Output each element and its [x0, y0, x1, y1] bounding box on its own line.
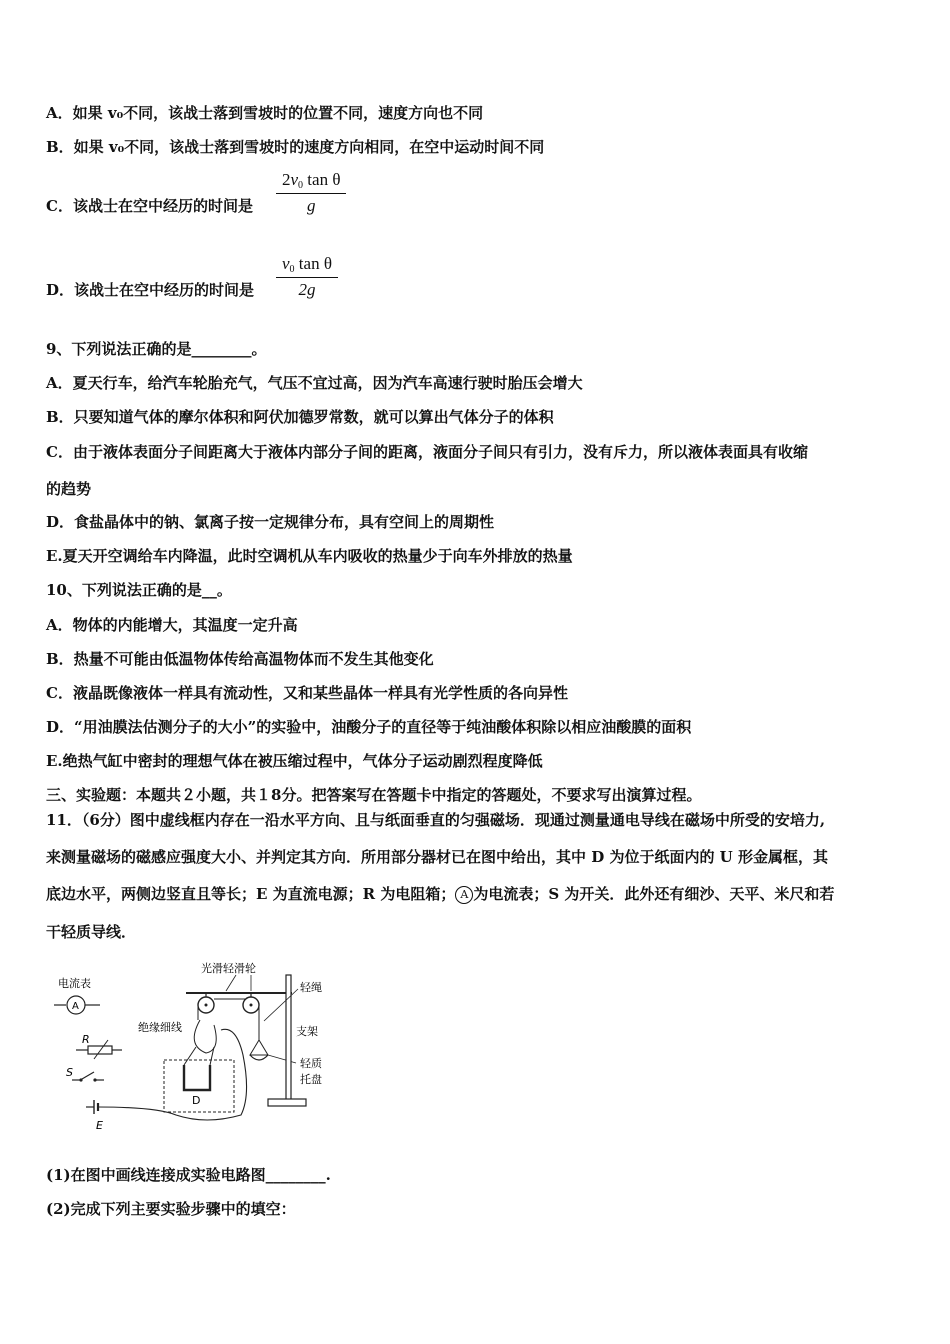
formula-denominator: g: [306, 196, 316, 215]
q8-option-c-formula: [276, 170, 346, 216]
formula-rest: tan θ: [303, 170, 341, 189]
q9-option-c: C．由于液体表面分子间距离大于液体内部分子间的距离，液面分子间只有引力，没有斥力，所以液体表面具有收缩: [46, 443, 808, 461]
tray-icon: [250, 1040, 268, 1055]
ammeter-figure-symbol: A: [72, 1001, 79, 1012]
tray-label-2: 托盘: [300, 1073, 322, 1086]
q8-option-d-formula: [276, 254, 338, 300]
q9-stem: 9、下列说法正确的是________。: [46, 340, 267, 358]
q9-option-d: D．食盐晶体中的钠、氯离子按一定规律分布，具有空间上的周期性: [46, 513, 495, 531]
resistor-box-icon: [88, 1046, 112, 1054]
q9-option-c-cont: 的趋势: [46, 480, 92, 498]
formula-sub: 0: [298, 180, 304, 191]
tray-label-1: 轻质: [300, 1057, 322, 1070]
q10-option-b: B．热量不可能由低温物体传给高温物体而不发生其他变化: [46, 650, 434, 668]
q10-stem: 10、下列说法正确的是__。: [46, 581, 232, 599]
stand-base-icon: [268, 1099, 306, 1106]
q10-option-e: E.绝热气缸中密封的理想气体在被压缩过程中，气体分子运动剧烈程度降低: [46, 752, 543, 770]
stand-pole-icon: [286, 975, 291, 1101]
formula-coefficient: 2: [282, 170, 291, 189]
q9-option-e: E.夏天开空调给车内降温，此时空调机从车内吸收的热量少于向车外排放的热量: [46, 547, 573, 565]
q9-option-a: A．夏天行车，给汽车轮胎充气，气压不宜过高，因为汽车高速行驶时胎压会增大: [46, 374, 583, 392]
battery-label: E: [96, 1119, 103, 1132]
switch-label: S: [66, 1066, 73, 1079]
q11-line-3b: 为电流表；S 为开关．此外还有细沙、天平、米尺和若: [473, 885, 835, 903]
q11-line-4: 干轻质导线．: [46, 923, 137, 941]
q10-option-d: D．“用油膜法估测分子的大小”的实验中，油酸分子的直径等于纯油酸体积除以相应油酸膜的面积: [46, 718, 692, 736]
experiment-figure: [46, 955, 346, 1140]
rope-label: 轻绳: [300, 981, 322, 994]
section-3-heading: 三、实验题：本题共２小题，共１8分。把答案写在答题卡中指定的答题处，不要求写出演算过程。: [46, 786, 702, 804]
insulated-thread-label: 绝缘细线: [138, 1021, 182, 1034]
stand-label: 支架: [296, 1025, 318, 1038]
q11-line-3: [46, 884, 834, 904]
u-frame-icon: [184, 1065, 210, 1090]
q10-option-c: C．液晶既像液体一样具有流动性，又和某些晶体一样具有光学性质的各向异性: [46, 684, 568, 702]
formula-var: v: [282, 254, 290, 273]
q9-option-b: B．只要知道气体的摩尔体积和阿伏加德罗常数，就可以算出气体分子的体积: [46, 408, 554, 426]
ammeter-symbol-icon: A: [455, 886, 473, 904]
resistor-label: R: [82, 1033, 90, 1046]
q8-option-b: B．如果 v₀不同，该战士落到雪坡时的速度方向相同，在空中运动时间不同: [46, 138, 545, 156]
q11-sub-question-2: (2)完成下列主要实验步骤中的填空：: [46, 1200, 296, 1218]
q8-option-d: D．该战士在空中经历的时间是: [46, 281, 255, 299]
q8-option-a: A．如果 v₀不同，该战士落到雪坡时的位置不同，速度方向也不同: [46, 104, 484, 122]
formula-rest: tan θ: [294, 254, 332, 273]
q11-sub-question-1: (1)在图中画线连接成实验电路图________.: [46, 1166, 331, 1184]
q8-option-c: C．该战士在空中经历的时间是: [46, 197, 253, 215]
q10-option-a: A．物体的内能增大，其温度一定升高: [46, 616, 298, 634]
q11-line-1: 11．（6分）图中虚线框内存在一沿水平方向、且与纸面垂直的匀强磁场．现通过测量通电导线在磁场中所受的安培力,: [46, 811, 826, 829]
formula-var: v: [290, 170, 299, 189]
frame-label: D: [192, 1094, 201, 1107]
q11-line-3a: 底边水平，两侧边竖直且等长；E 为直流电源；R 为电阻箱；: [46, 885, 456, 903]
switch-icon: [82, 1072, 94, 1079]
ammeter-label: 电流表: [58, 977, 91, 990]
formula-denominator: 2g: [298, 280, 316, 299]
formula-sub: 0: [289, 264, 295, 275]
pulley-label: 光滑轻滑轮: [201, 962, 256, 975]
q11-line-2: 来测量磁场的磁感应强度大小、并判定其方向．所用部分器材已在图中给出，其中 D 为位于纸面内的 U 形金属框，其: [46, 848, 828, 866]
